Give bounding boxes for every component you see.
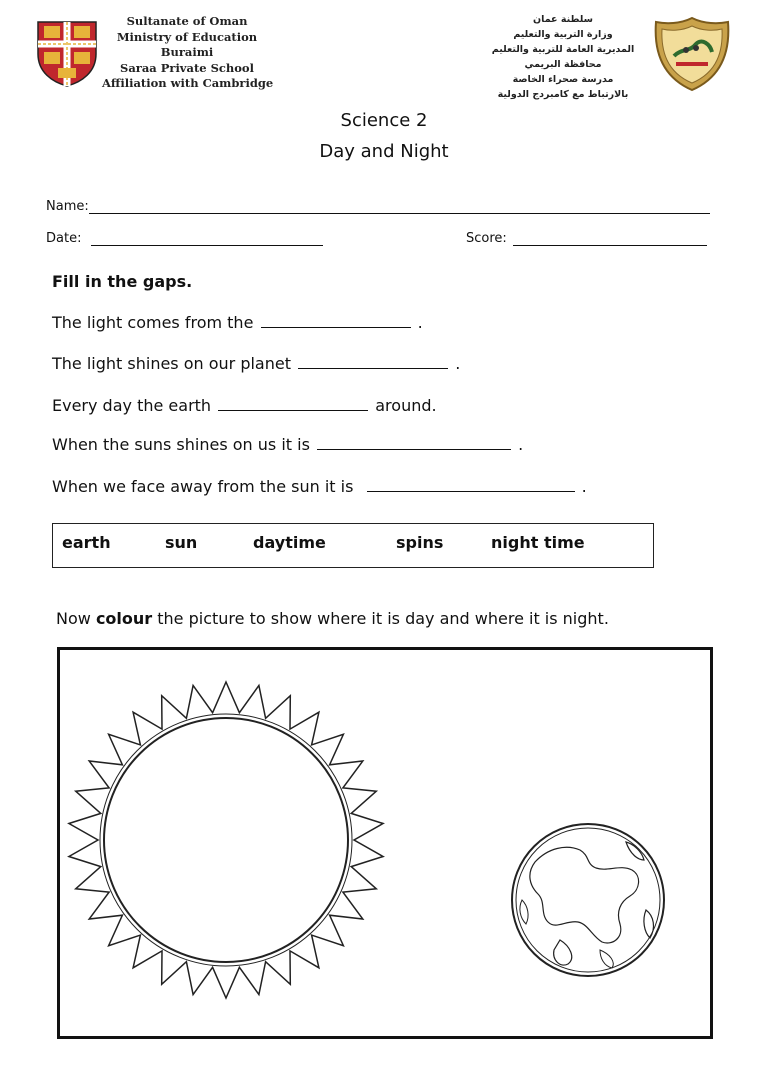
name-label: Name: (46, 199, 89, 214)
header-line: Sultanate of Oman (126, 14, 248, 28)
cambridge-crest-icon (36, 20, 98, 88)
header-line: مدرسة صحراء الخاصة (512, 74, 614, 85)
date-label: Date: (46, 231, 82, 246)
header-line: المديرية العامة للتربية والتعليم (491, 44, 635, 55)
sentence-text-after: . (581, 477, 587, 496)
fill-in-sentence-5 (52, 477, 587, 496)
word-bank-item: earth (62, 533, 111, 552)
subject-title: Science 2 (340, 110, 428, 131)
header-line: Saraa Private School (120, 60, 254, 75)
sentence-text-after: . (518, 435, 524, 454)
colour-instruction-before: Now (56, 609, 91, 628)
gap-blank[interactable] (317, 435, 511, 450)
colouring-picture-frame (57, 647, 713, 1039)
sentence-text-after: around. (375, 396, 437, 415)
school-shield-icon (652, 14, 732, 94)
fill-in-sentence-3 (52, 396, 437, 415)
fill-in-sentence-1 (52, 313, 423, 332)
sentence-text-before: When the suns shines on us it is (52, 435, 310, 454)
word-bank-item: daytime (253, 533, 326, 552)
fill-in-sentence-2 (52, 354, 460, 373)
score-field (466, 231, 707, 246)
date-answer-line[interactable] (91, 233, 323, 246)
header-line: محافظة البريمي (524, 59, 602, 70)
sentence-text-after: . (417, 313, 423, 332)
sentence-text-before: Every day the earth (52, 396, 212, 415)
sentence-text-after: . (455, 354, 461, 373)
sentence-text-before: When we face away from the sun it is (52, 477, 354, 496)
gap-blank[interactable] (367, 477, 575, 492)
name-answer-line[interactable] (89, 201, 710, 214)
sentence-text-before: The light shines on our planet (52, 354, 291, 373)
fill-in-instruction: Fill in the gaps. (52, 272, 193, 291)
colour-instruction (56, 609, 609, 628)
header-line: وزارة التربية والتعليم (513, 29, 613, 40)
header-line: Affiliation with Cambridge (102, 76, 274, 90)
topic-title: Day and Night (319, 141, 449, 162)
header-line: بالارتباط مع كامبردج الدولية (497, 89, 629, 100)
score-label: Score: (466, 231, 507, 246)
gap-blank[interactable] (218, 396, 368, 411)
header-line: سلطنة عمان (533, 14, 593, 25)
score-answer-line[interactable] (513, 233, 707, 246)
header-line: Buraimi (160, 45, 214, 59)
school-header-arabic (484, 12, 642, 102)
sun-icon[interactable] (69, 682, 383, 998)
word-bank-item: night time (491, 533, 585, 552)
name-field (46, 199, 710, 214)
school-header-english (102, 14, 272, 92)
colouring-picture (60, 650, 710, 1036)
gap-blank[interactable] (261, 313, 411, 328)
colour-instruction-after: the picture to show where it is day and where it is night. (157, 609, 609, 628)
fill-in-sentence-4 (52, 435, 523, 454)
gap-blank[interactable] (298, 354, 448, 369)
colour-instruction-emphasis: colour (95, 609, 153, 628)
earth-globe-icon[interactable] (512, 824, 664, 976)
word-bank-item: sun (165, 533, 198, 552)
word-bank-item: spins (396, 533, 444, 552)
header-line: Ministry of Education (116, 29, 258, 44)
sentence-text-before: The light comes from the (52, 313, 254, 332)
date-field (46, 231, 323, 246)
